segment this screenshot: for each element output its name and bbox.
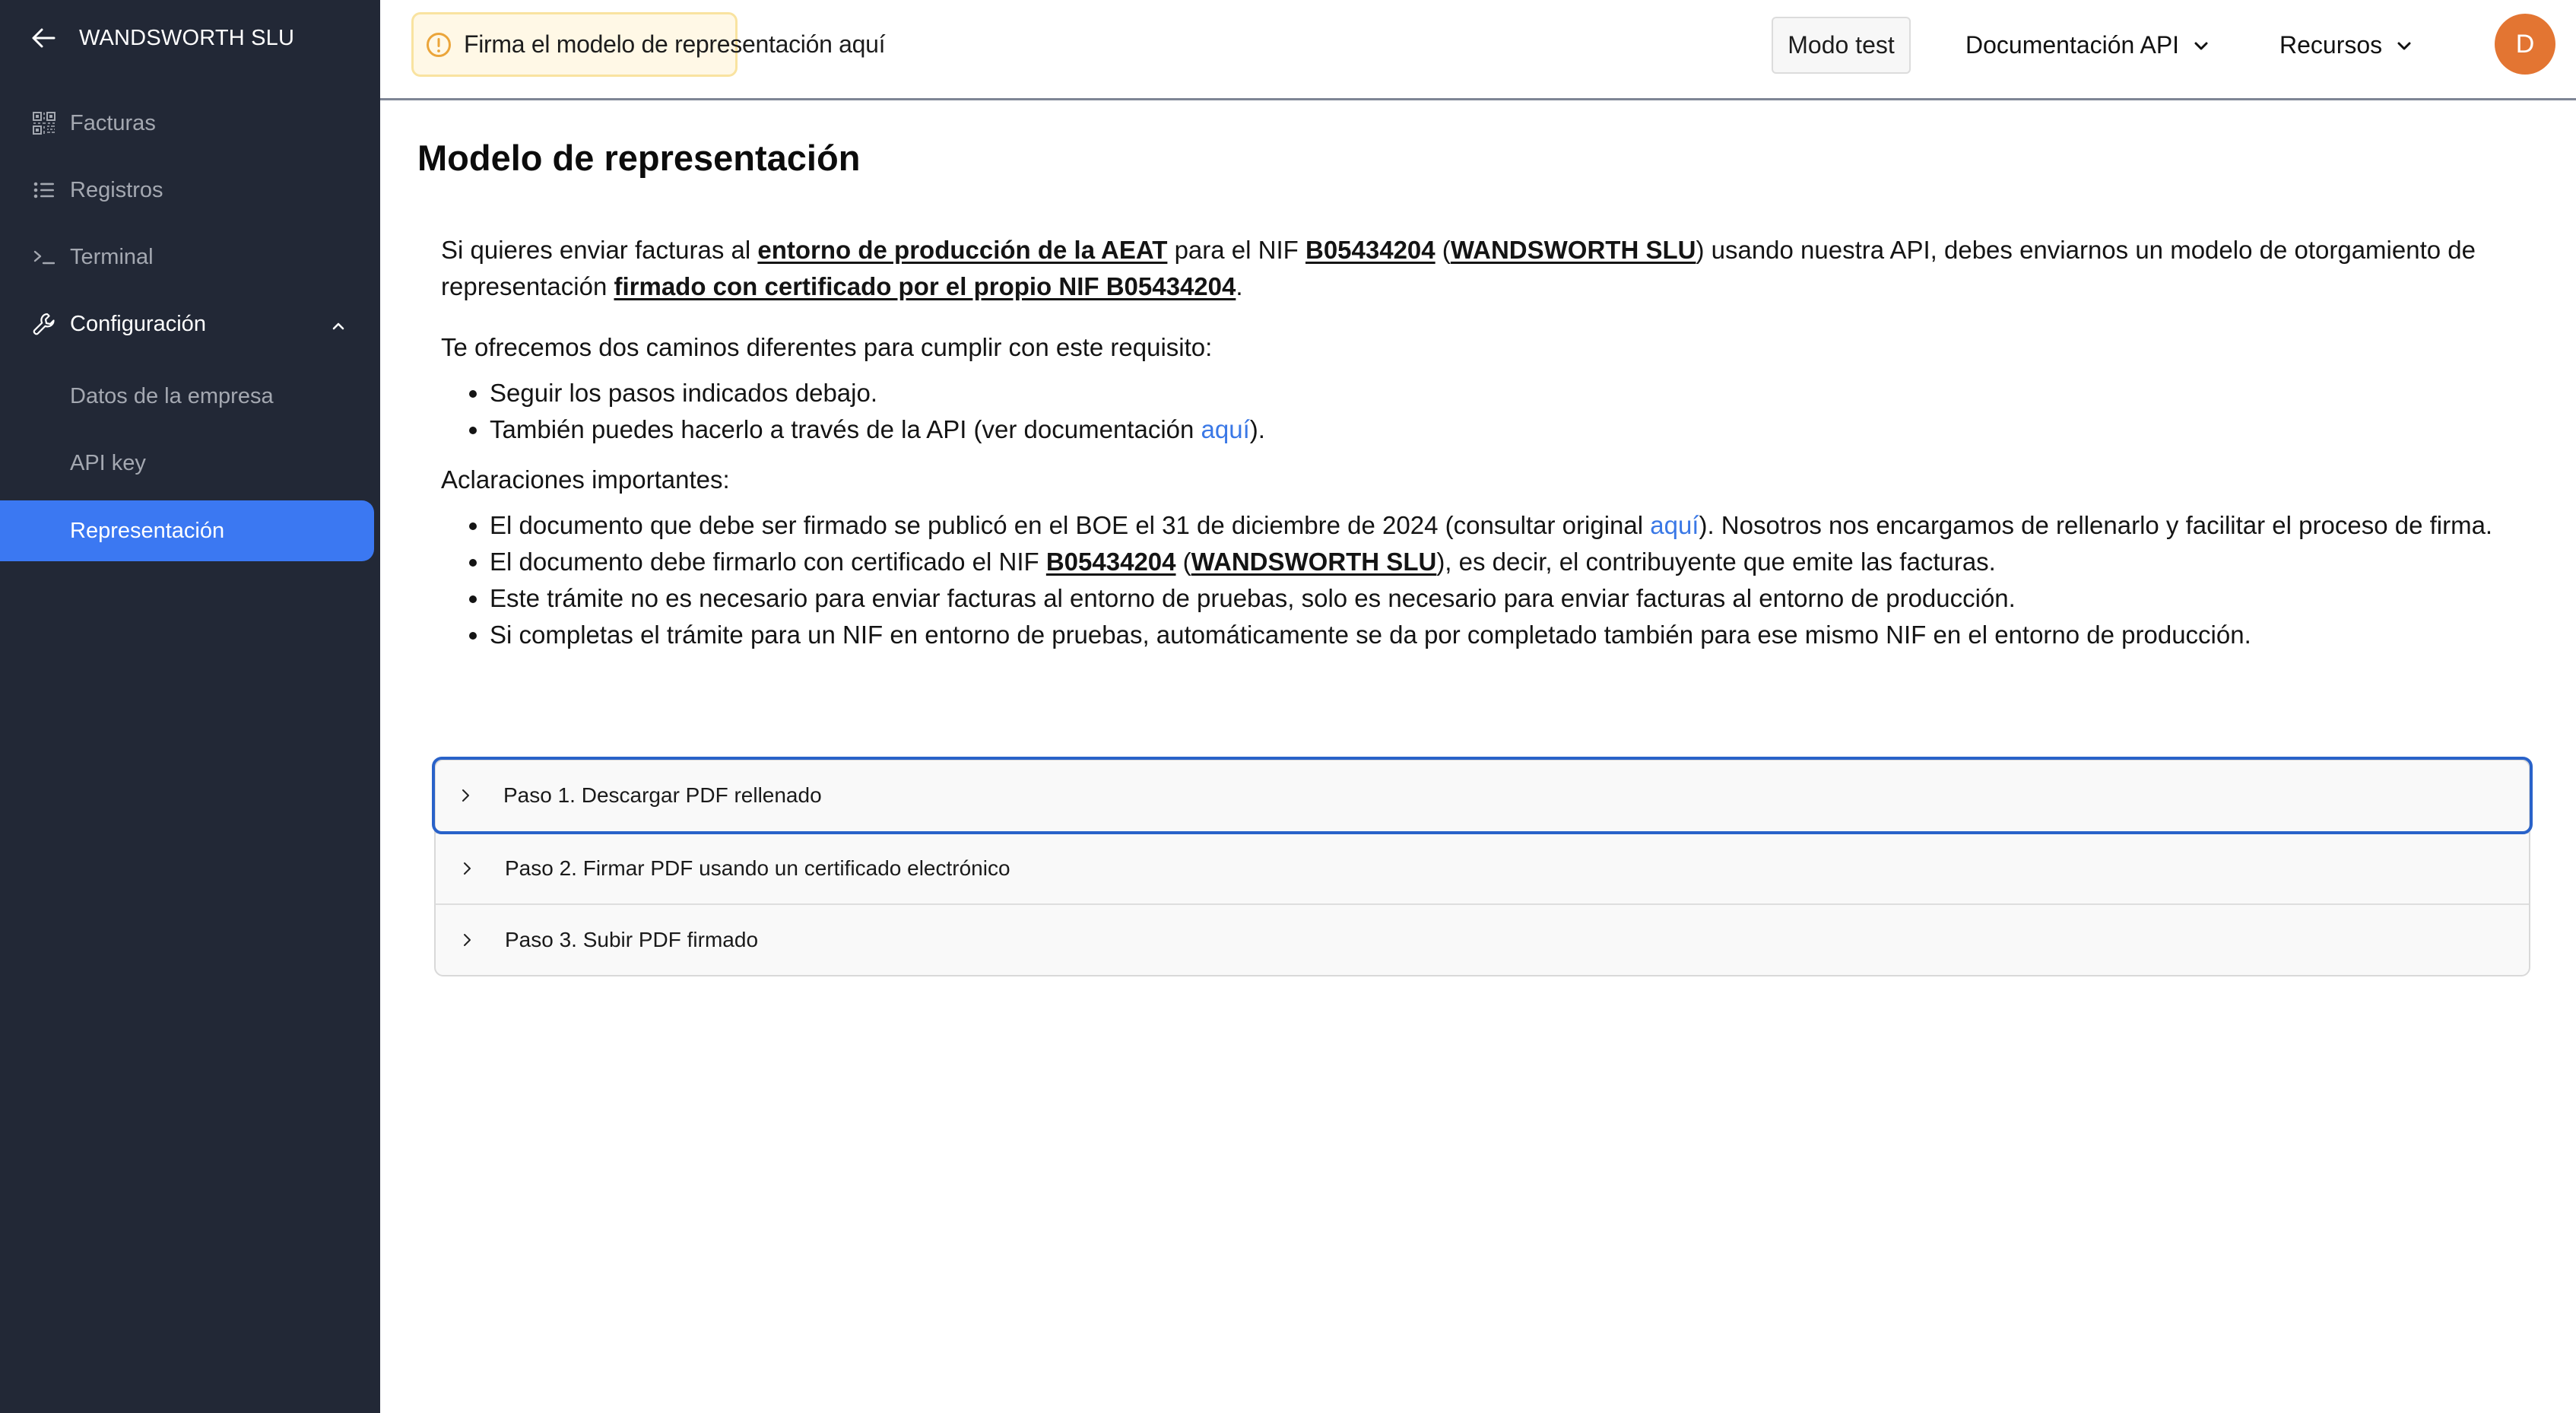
wrench-icon (32, 312, 56, 336)
text: El documento debe firmarlo con certificado el NIF (490, 548, 1046, 576)
text: Si quieres enviar facturas al (441, 236, 758, 264)
sidebar-header (30, 17, 294, 59)
list-item (441, 580, 2532, 617)
text: Si completas el trámite para un NIF en entorno de pruebas, automáticamente se da por completado también para ese mismo NIF en el entorno de producción. (490, 621, 2251, 649)
emphasis-text: B05434204 (1045, 548, 1176, 576)
text: Este trámite no es necesario para enviar facturas al entorno de pruebas, solo es necesario para enviar facturas al entorno de producción. (490, 584, 2016, 612)
here-link[interactable]: aquí (1650, 511, 1699, 539)
emphasis-text: B05434204 (1305, 236, 1436, 264)
sidebar (0, 0, 380, 1413)
step-2-header[interactable] (436, 832, 2529, 903)
sidebar-item-facturas[interactable] (0, 93, 374, 154)
resources-menu-label: Recursos (2279, 31, 2383, 59)
sidebar-subitem-label: API key (70, 450, 146, 475)
user-avatar[interactable]: D (2495, 14, 2555, 75)
text: ), es decir, el contribuyente que emite las facturas. (1436, 548, 1996, 576)
chevron-right-icon (458, 789, 472, 802)
list-item (441, 507, 2532, 544)
text: ) usando nuestra API, debes enviarnos un modelo de otorgamiento de representación (441, 236, 2476, 300)
chevron-right-icon (460, 862, 474, 875)
step-label: Paso 3. Subir PDF firmado (505, 928, 759, 951)
api-docs-menu[interactable] (1965, 17, 2210, 74)
sidebar-item-label: Registros (70, 177, 163, 202)
intro-paragraph (441, 232, 2532, 305)
text: Seguir los pasos indicados debajo. (490, 379, 878, 407)
sidebar-item-registros[interactable] (0, 160, 374, 221)
chevron-right-icon (460, 933, 474, 947)
list-item (441, 544, 2532, 580)
step-label: Paso 1. Descargar PDF rellenado (503, 783, 822, 807)
step-label: Paso 2. Firmar PDF usando un certificado electrónico (505, 856, 1010, 880)
sidebar-item-label: Configuración (70, 311, 206, 336)
instructions (441, 232, 2532, 662)
sidebar-item-terminal[interactable] (0, 227, 374, 287)
steps-accordion (434, 759, 2530, 976)
sidebar-item-label: Facturas (70, 110, 156, 135)
text: ). Nosotros nos encargamos de rellenarlo y facilitar el proceso de firma. (1699, 511, 2493, 539)
step-3-header[interactable] (436, 903, 2529, 975)
step-1-header[interactable] (434, 759, 2530, 832)
list-item (441, 375, 2532, 411)
back-arrow-icon[interactable] (30, 25, 56, 51)
chevron-down-icon (2193, 37, 2210, 54)
list-icon (32, 178, 56, 202)
text: para el NIF (1167, 236, 1305, 264)
notes-list (441, 507, 2532, 653)
top-bar (380, 0, 2576, 100)
chevron-down-icon (2396, 37, 2413, 54)
resources-menu[interactable] (2279, 17, 2413, 74)
sidebar-subitem-api-key[interactable] (0, 433, 374, 494)
list-item (441, 617, 2532, 653)
company-name: WANDSWORTH SLU (79, 25, 295, 50)
list-item (441, 411, 2532, 448)
banner-text: Firma el modelo de representación aquí (464, 30, 886, 58)
sidebar-subitem-datos-empresa[interactable] (0, 366, 374, 427)
sidebar-item-label: Terminal (70, 244, 154, 269)
test-mode-button[interactable]: Modo test (1772, 17, 1911, 74)
sidebar-subitem-representacion[interactable] (0, 500, 374, 561)
sidebar-subitem-label: Datos de la empresa (70, 383, 274, 408)
sidebar-subitem-label: Representación (70, 518, 225, 543)
notes-heading: Aclaraciones importantes: (441, 465, 730, 494)
page-title: Modelo de representación (417, 138, 861, 178)
warning-icon (426, 32, 452, 58)
text: . (1236, 272, 1243, 300)
chevron-up-icon[interactable] (330, 316, 347, 332)
emphasis-text: WANDSWORTH SLU (1450, 236, 1696, 264)
paths-heading: Te ofrecemos dos caminos diferentes para cumplir con este requisito: (441, 333, 1213, 361)
text: ( (1175, 548, 1191, 576)
text: También puedes hacerlo a través de la API (ver documentación (490, 415, 1201, 443)
qr-code-icon (32, 111, 56, 135)
emphasis-text: firmado con certificado por el propio NIF B05434204 (614, 272, 1236, 300)
text: ( (1435, 236, 1451, 264)
sidebar-item-configuracion[interactable] (0, 294, 374, 354)
text: El documento que debe ser firmado se publicó en el BOE el 31 de diciembre de 2024 (consultar original (490, 511, 1651, 539)
sign-representation-banner[interactable] (411, 12, 886, 77)
terminal-icon (32, 245, 56, 269)
paths-list (441, 375, 2532, 448)
here-link[interactable]: aquí (1201, 415, 1250, 443)
api-docs-menu-label: Documentación API (1965, 31, 2180, 59)
emphasis-text: entorno de producción de la AEAT (757, 236, 1168, 264)
emphasis-text: WANDSWORTH SLU (1191, 548, 1437, 576)
text: ). (1249, 415, 1265, 443)
